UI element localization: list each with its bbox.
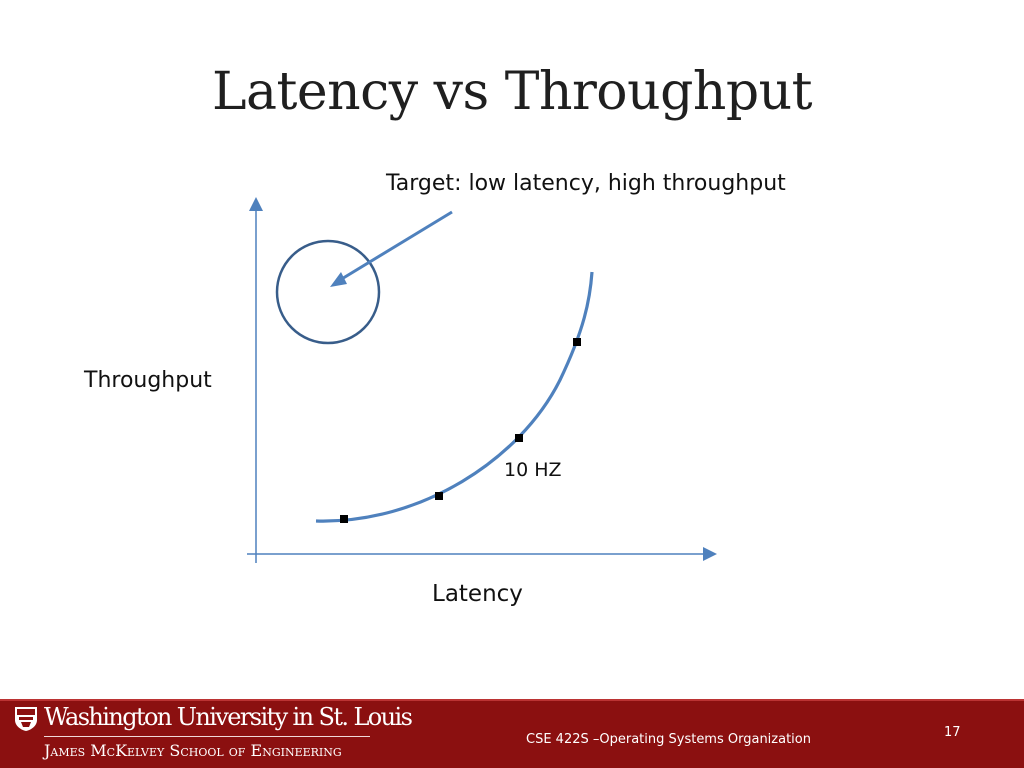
university-name: Washington University in St. Louis [44,703,412,731]
target-annotation: Target: low latency, high throughput [386,171,786,196]
slide-title: Latency vs Throughput [211,62,813,122]
x-axis-label: Latency [432,581,523,607]
university-logo [14,703,412,765]
target-arrowhead [330,272,347,287]
latency-throughput-curve [316,272,592,521]
logo-divider [44,736,370,737]
footer-divider [0,699,1024,701]
course-title: CSE 422S –Operating Systems Organization [526,732,811,747]
target-arrow [340,212,452,280]
x-axis-arrowhead [703,547,717,561]
shield-icon [14,706,38,732]
page-number: 17 [944,725,961,740]
curve-marker [435,492,443,500]
point-label: 10 HZ [504,459,562,481]
school-name: James McKelvey School of Engineering [44,741,342,760]
curve-marker [515,434,523,442]
y-axis-arrowhead [249,197,263,211]
curve-marker [340,515,348,523]
y-axis-label: Throughput [84,368,212,393]
curve-marker [573,338,581,346]
target-circle [277,241,379,343]
footer-bar [0,699,1024,768]
